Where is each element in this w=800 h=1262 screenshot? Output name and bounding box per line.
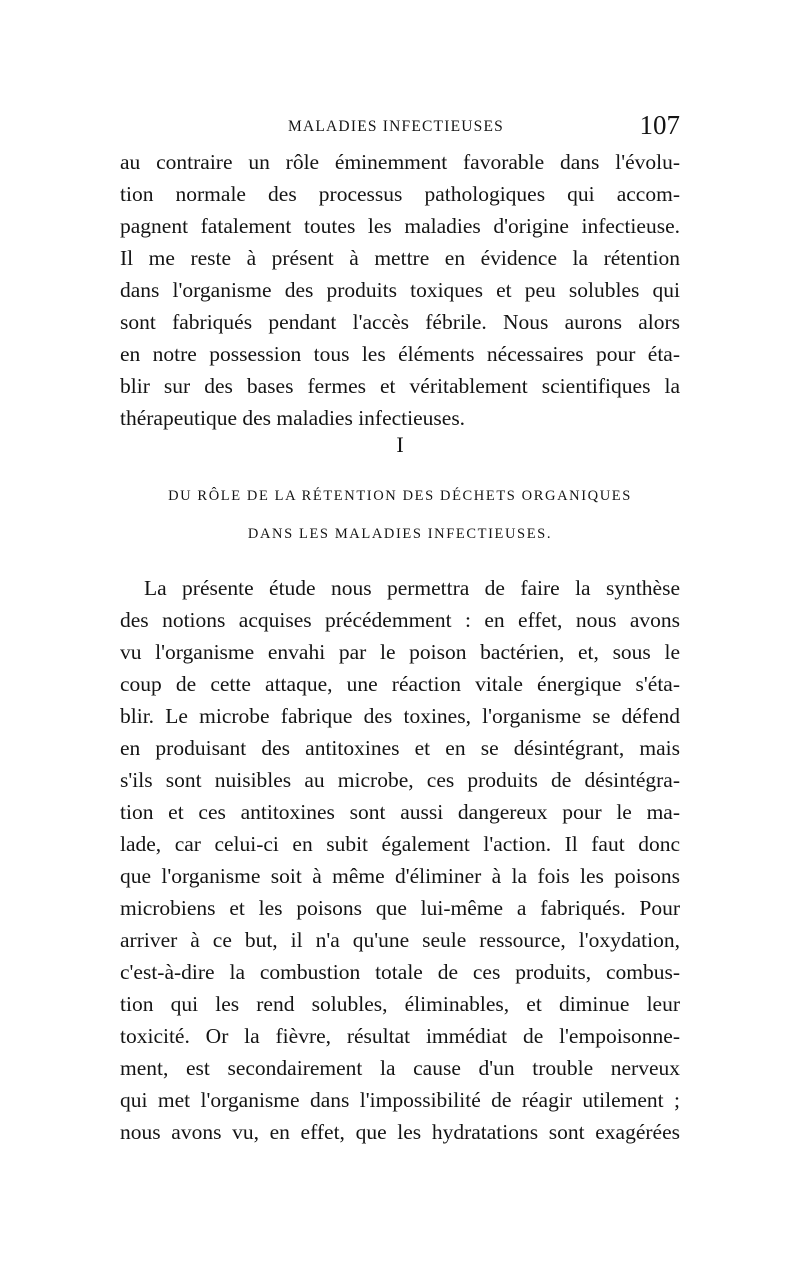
text-line: blir. Le microbe fabrique des toxines, l'organisme se défend (120, 704, 680, 728)
text-line: lade, car celui-ci en subit également l'action. Il faut donc (120, 832, 680, 856)
text-line: au contraire un rôle éminemment favorable dans l'évolu- (120, 150, 680, 174)
running-header (120, 110, 680, 144)
text-line: La présente étude nous permettra de faire la synthèse (144, 576, 680, 600)
text-line: coup de cette attaque, une réaction vitale énergique s'éta- (120, 672, 680, 696)
section-heading-line-2: DANS LES MALADIES INFECTIEUSES. (247, 526, 553, 542)
text-line: Il me reste à présent à mettre en évidence la rétention (120, 246, 680, 270)
text-line: en notre possession tous les éléments nécessaires pour éta- (120, 342, 680, 366)
text-line: qui met l'organisme dans l'impossibilité de réagir utilement ; (120, 1088, 680, 1112)
intro-paragraph (120, 146, 680, 434)
text-line: nous avons vu, en effet, que les hydratations sont exagérées (120, 1120, 680, 1144)
text-line: tion normale des processus pathologiques qui accom- (120, 182, 680, 206)
page-number: 107 (639, 110, 680, 140)
body-paragraph (120, 572, 680, 1148)
text-line: ment, est secondairement la cause d'un trouble nerveux (120, 1056, 680, 1080)
text-line: tion qui les rend solubles, éliminables, et diminue leur (120, 992, 680, 1016)
text-line: arriver à ce but, il n'a qu'une seule ressource, l'oxydation, (120, 928, 680, 952)
text-line: sont fabriqués pendant l'accès fébrile. Nous aurons alors (120, 310, 680, 334)
text-line: dans l'organisme des produits toxiques et peu solubles qui (120, 278, 680, 302)
text-line: toxicité. Or la fièvre, résultat immédiat de l'empoisonne- (120, 1024, 680, 1048)
text-line: pagnent fatalement toutes les maladies d'origine infectieuse. (120, 214, 680, 238)
text-line: s'ils sont nuisibles au microbe, ces produits de désintégra- (120, 768, 680, 792)
section-number: I (396, 432, 404, 457)
section-heading-line-1: DU RÔLE DE LA RÉTENTION DES DÉCHETS ORGANIQUES (168, 488, 632, 504)
text-line: tion et ces antitoxines sont aussi dangereux pour le ma- (120, 800, 680, 824)
running-title: MALADIES INFECTIEUSES (288, 118, 504, 135)
text-line: que l'organisme soit à même d'éliminer à la fois les poisons (120, 864, 680, 888)
text-line: en produisant des antitoxines et en se désintégrant, mais (120, 736, 680, 760)
text-line: microbiens et les poisons que lui-même a fabriqués. Pour (120, 896, 680, 920)
text-line: vu l'organisme envahi par le poison bactérien, et, sous le (120, 640, 680, 664)
text-line: blir sur des bases fermes et véritablement scientifiques la (120, 374, 680, 398)
text-line: des notions acquises précédemment : en effet, nous avons (120, 608, 680, 632)
text-line: c'est-à-dire la combustion totale de ces produits, combus- (120, 960, 680, 984)
text-line: thérapeutique des maladies infectieuses. (120, 406, 466, 430)
